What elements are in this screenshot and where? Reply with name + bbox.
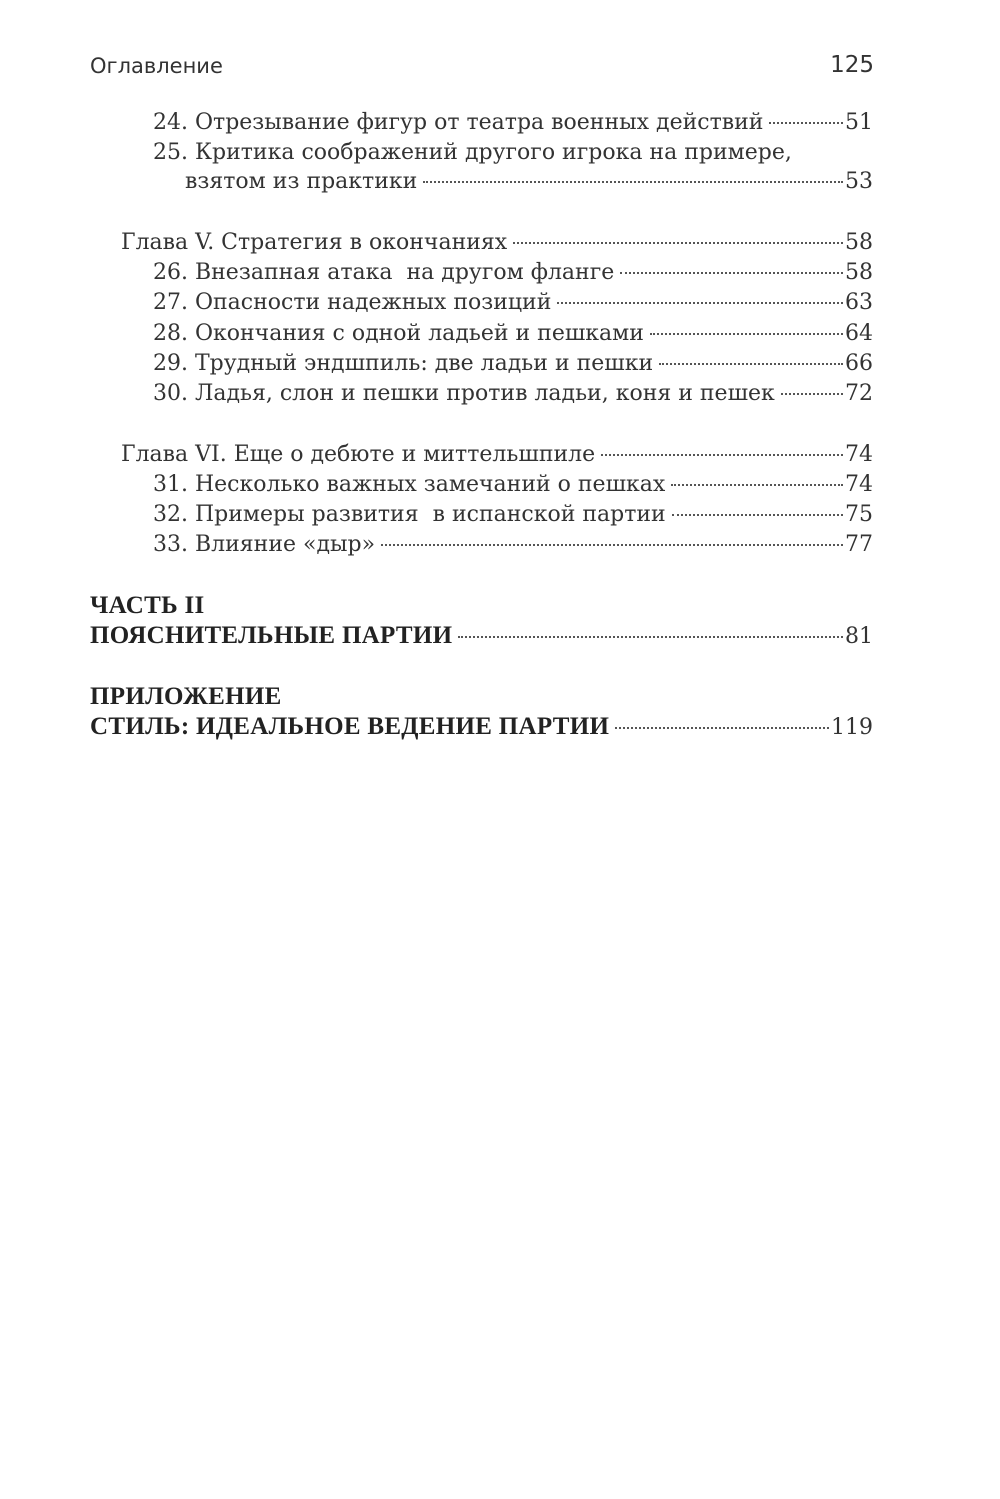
toc-entry-page: 58: [845, 260, 873, 285]
toc-entry-page: 53: [845, 169, 873, 194]
dot-leader: [458, 636, 843, 638]
toc-chapter-title: Глава VI. Еще о дебюте и миттельшпиле: [121, 442, 596, 467]
toc-entry-page: 74: [845, 472, 873, 497]
toc-entry-24: [153, 109, 873, 137]
dot-leader: [601, 454, 843, 456]
running-head: [90, 50, 874, 84]
toc-entry-25-line1: 25. Критика соображений другого игрока на примере,: [153, 140, 792, 165]
dot-leader: [557, 302, 843, 304]
dot-leader: [423, 181, 843, 183]
toc-entry-title: 27. Опасности надежных позиций: [153, 290, 552, 315]
toc-part-title: СТИЛЬ: ИДЕАЛЬНОЕ ВЕДЕНИЕ ПАРТИИ: [90, 713, 610, 740]
toc-entry-title: 30. Ладья, слон и пешки против ладьи, коня и пешек: [153, 381, 775, 406]
toc-entry-30: [153, 380, 873, 408]
dot-leader: [781, 393, 843, 395]
toc-entry-page: 74: [845, 442, 873, 467]
dot-leader: [615, 727, 829, 729]
dot-leader: [620, 272, 843, 274]
page-number: 125: [830, 52, 874, 78]
toc-entry-25: [185, 168, 873, 196]
toc-entry-27: [153, 289, 873, 317]
toc-entry-page: 66: [845, 351, 873, 376]
toc-entry-page: 119: [831, 715, 873, 740]
toc-entry-page: 72: [845, 381, 873, 406]
toc-appendix-heading: ПРИЛОЖЕНИЕ: [90, 683, 282, 710]
toc-chapter-6: [121, 441, 873, 469]
toc-entry-title: 31. Несколько важных замечаний о пешках: [153, 472, 666, 497]
toc-part-2: [90, 622, 873, 651]
dot-leader: [769, 122, 843, 124]
toc-chapter-5: [121, 229, 873, 257]
dot-leader: [381, 544, 843, 546]
toc-entry-page: 64: [845, 321, 873, 346]
dot-leader: [659, 363, 843, 365]
toc-entry-31: [153, 471, 873, 499]
dot-leader: [513, 242, 843, 244]
toc-entry-title: взятом из практики: [185, 169, 418, 194]
dot-leader: [672, 514, 843, 516]
toc-entry-title: 28. Окончания с одной ладьей и пешками: [153, 321, 644, 346]
toc-entry-title: 26. Внезапная атака на другом фланге: [153, 260, 615, 285]
toc-entry-page: 63: [845, 290, 873, 315]
toc-entry-page: 58: [845, 230, 873, 255]
toc-chapter-title: Глава V. Стратегия в окончаниях: [121, 230, 508, 255]
dot-leader: [650, 333, 843, 335]
toc-entry-page: 51: [845, 110, 873, 135]
toc-entry-28: [153, 320, 873, 348]
toc-entry-33: [153, 531, 873, 559]
toc-entry-page: 81: [845, 624, 873, 649]
toc-entry-title: 24. Отрезывание фигур от театра военных действий: [153, 110, 764, 135]
dot-leader: [671, 484, 843, 486]
running-head-title: Оглавление: [90, 54, 223, 78]
toc-entry-title: 33. Влияние «дыр»: [153, 532, 376, 557]
toc-entry-page: 77: [845, 532, 873, 557]
toc-entry-title: 29. Трудный эндшпиль: две ладьи и пешки: [153, 351, 654, 376]
toc-entry-26: [153, 259, 873, 287]
toc-part-2-heading: ЧАСТЬ II: [90, 592, 205, 619]
toc-appendix: [90, 713, 873, 742]
toc-part-title: ПОЯСНИТЕЛЬНЫЕ ПАРТИИ: [90, 622, 453, 649]
toc-entry-title: 32. Примеры развития в испанской партии: [153, 502, 666, 527]
toc-entry-32: [153, 501, 873, 529]
toc-entry-29: [153, 350, 873, 378]
toc-entry-page: 75: [845, 502, 873, 527]
